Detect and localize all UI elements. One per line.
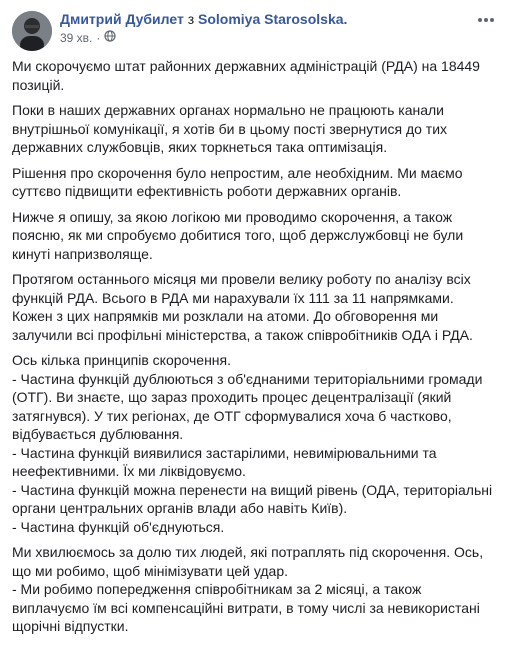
avatar-photo-icon xyxy=(12,11,52,51)
paragraph-3: Рішення про скорочення було непростим, але необхідним. Ми маємо суттєво підвищити ефективність роботи державних органів. xyxy=(12,164,463,199)
with-word: з xyxy=(187,11,195,27)
paragraph-7: Ми хвилюємось за долю тих людей, які потраплять під скорочення. Ось, що ми робимо, щоб мінімізувати цей удар. - Ми робимо попередження співробітникам за 2 місяці, а також виплачуємо їм всі компенсаційні витрати, в тому числі за невикористані щорічні відпустки. xyxy=(12,544,484,634)
post-meta xyxy=(60,30,116,46)
post-body xyxy=(12,57,498,643)
tagged-person[interactable]: Solomiya Starosolska. xyxy=(198,11,348,27)
post-time[interactable]: 39 хв. xyxy=(60,31,93,45)
paragraph-4: Нижче я опишу, за якою логікою ми проводимо скорочення, а також поясню, як ми спробуємо добитися того, щоб держслужбовці не були кинуті напризволяще. xyxy=(12,208,464,262)
more-icon[interactable] xyxy=(474,10,498,30)
paragraph-1: Ми скорочуємо штат районних державних адміністрацій (РДА) на 18449 позицій. xyxy=(12,58,480,93)
author-line xyxy=(60,10,347,28)
meta-separator: · xyxy=(96,31,101,45)
post-header xyxy=(0,0,510,50)
globe-icon[interactable] xyxy=(104,30,116,46)
paragraph-5: Протягом останнього місяця ми провели велику роботу по аналізу всіх функцій РДА. Всього в РДА ми нарахували їх 111 за 11 напрямками. Кожен з цих напрямків ми розклали на атоми. До обговорення ми залучили всі профільні міністерства, а також співробітників ОДА і РДА. xyxy=(12,271,473,343)
author-name[interactable]: Дмитрий Дубилет xyxy=(60,11,184,27)
author-avatar[interactable] xyxy=(12,11,52,51)
paragraph-6: Ось кілька принципів скорочення. - Частина функцій дублюються з об'єднаними територіальними громади (ОТГ). Ви знаєте, що зараз проходить процес децентралізації (який затягнувся). У тих регіонах, де ОТГ сформувалися хоча б частково, відбувається дублювання. - Частина функцій виявилися застарілими, невимірювальними та неефективними. Їх ми ліквідовуємо. - Частина функцій можна перенести на вищий рівень (ОДА, територіальні органи центральних органів влади або навіть Київ). - Частина функцій об'єднуються. xyxy=(12,352,493,535)
paragraph-2: Поки в наших державних органах нормально не працюють канали внутрішньої комунікації, я хотів би в цьому пості звернутися до тих державних службовців, яких торкнеться така оптимізація. xyxy=(12,102,448,155)
